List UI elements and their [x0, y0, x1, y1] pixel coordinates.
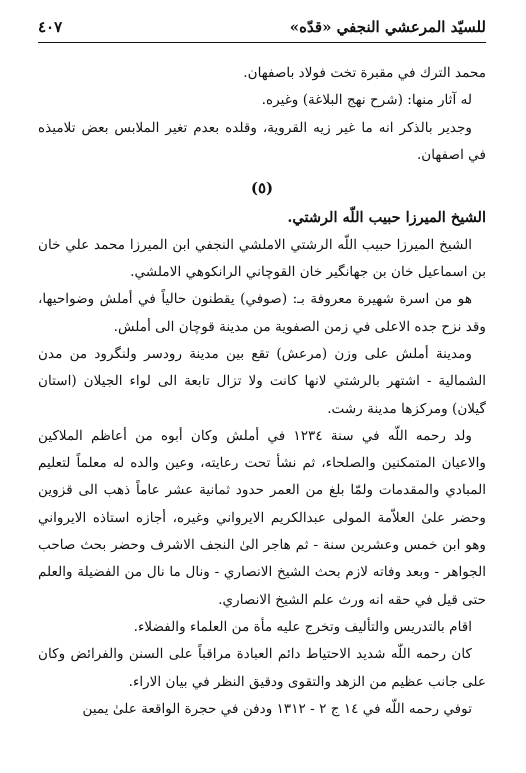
paragraph-continuation: محمد الترك في مقبرة تخت فولاد باصفهان. — [243, 65, 486, 81]
running-title: للسيّد المرعشي النجفي «قدّه» — [289, 18, 486, 36]
page-body — [38, 60, 486, 723]
paragraph-character: كان رحمه اللّه شديد الاحتياط دائم العبادة مراقباً على السنن والفرائض وكان على جانب عظيم من الزهد والتقوى ودقيق النظر في بيان الاراء. — [38, 646, 486, 690]
section-number: (٥) — [250, 179, 274, 198]
paragraph-note: وجدير بالذكر انه ما غير زيه القروية، وقلده بعدم تغير الملابس بعض تلاميذه في اصفهان. — [38, 119, 486, 163]
paragraph-death: توفي رحمه اللّه في ١٤ ج ٢ - ١٣١٢ ودفن في حجرة الواقعة علىٰ يمين — [82, 700, 472, 717]
header-divider — [38, 42, 486, 43]
page-header — [38, 14, 486, 40]
page-number: ٤٠٧ — [38, 18, 63, 36]
paragraph-lineage: الشيخ الميرزا حبيب اللّه الرشتي الاملشي النجفي ابن الميرزا محمد علي خان بن اسماعيل خان بن جهانگير خان القوچاني الرانكوهي الاملشي. — [38, 236, 486, 281]
paragraph-teaching: اقام بالتدريس والتأليف وتخرج عليه مأة من العلماء والفضلاء. — [133, 618, 472, 635]
paragraph-city: ومدينة أملش على وزن (مرعش) تقع بين مدينة رودسر ولنگرود من مدن الشمالية - اشتهر بالرشتي لانها كانت ولا تزال تابعة الى لواء الجيلان (استان گيلان) ومركزها مدينة رشت. — [38, 345, 486, 417]
paragraph-family: هو من اسرة شهيرة معروفة بـ: (صوفي) يقطنون حالياً في أملش وضواحيها، وقد نزح جده الاعلى في زمن الصفوية من مدينة قوچان الى أملش. — [38, 291, 486, 335]
section-heading: الشيخ الميرزا حبيب اللّه الرشتي. — [287, 209, 486, 227]
paragraph-biography: ولد رحمه اللّه في سنة ١٢٣٤ في أملش وكان أبوه من أعاظم الملاكين والاعيان المتمكنين والصلحاء، ثم نشأ تحت رعايته، وعين والده له معلماً لتعليم المبادي والمقدمات ولمّا بلغ من العمر حدود ثمانية عشر عاماً ذهب الى قزوين وحضر علىٰ العلاّمة المولى عبدالكريم الايرواني وغيره، أجازه استاذه الايرواني وهو ابن خمس وعشرين سنة - ثم هاجر الىٰ النجف الاشرف وحضر بحث صاحب الجواهر - وبعد وفاته لازم بحث الشيخ الانصاري - ونال ما نال من الفضيلة والعلم حتى قيل في حقه انه ورث علم الشيخ الانصاري. — [38, 427, 486, 608]
paragraph-works: له آثار منها: (شرح نهج البلاغة) وغيره. — [261, 92, 472, 109]
